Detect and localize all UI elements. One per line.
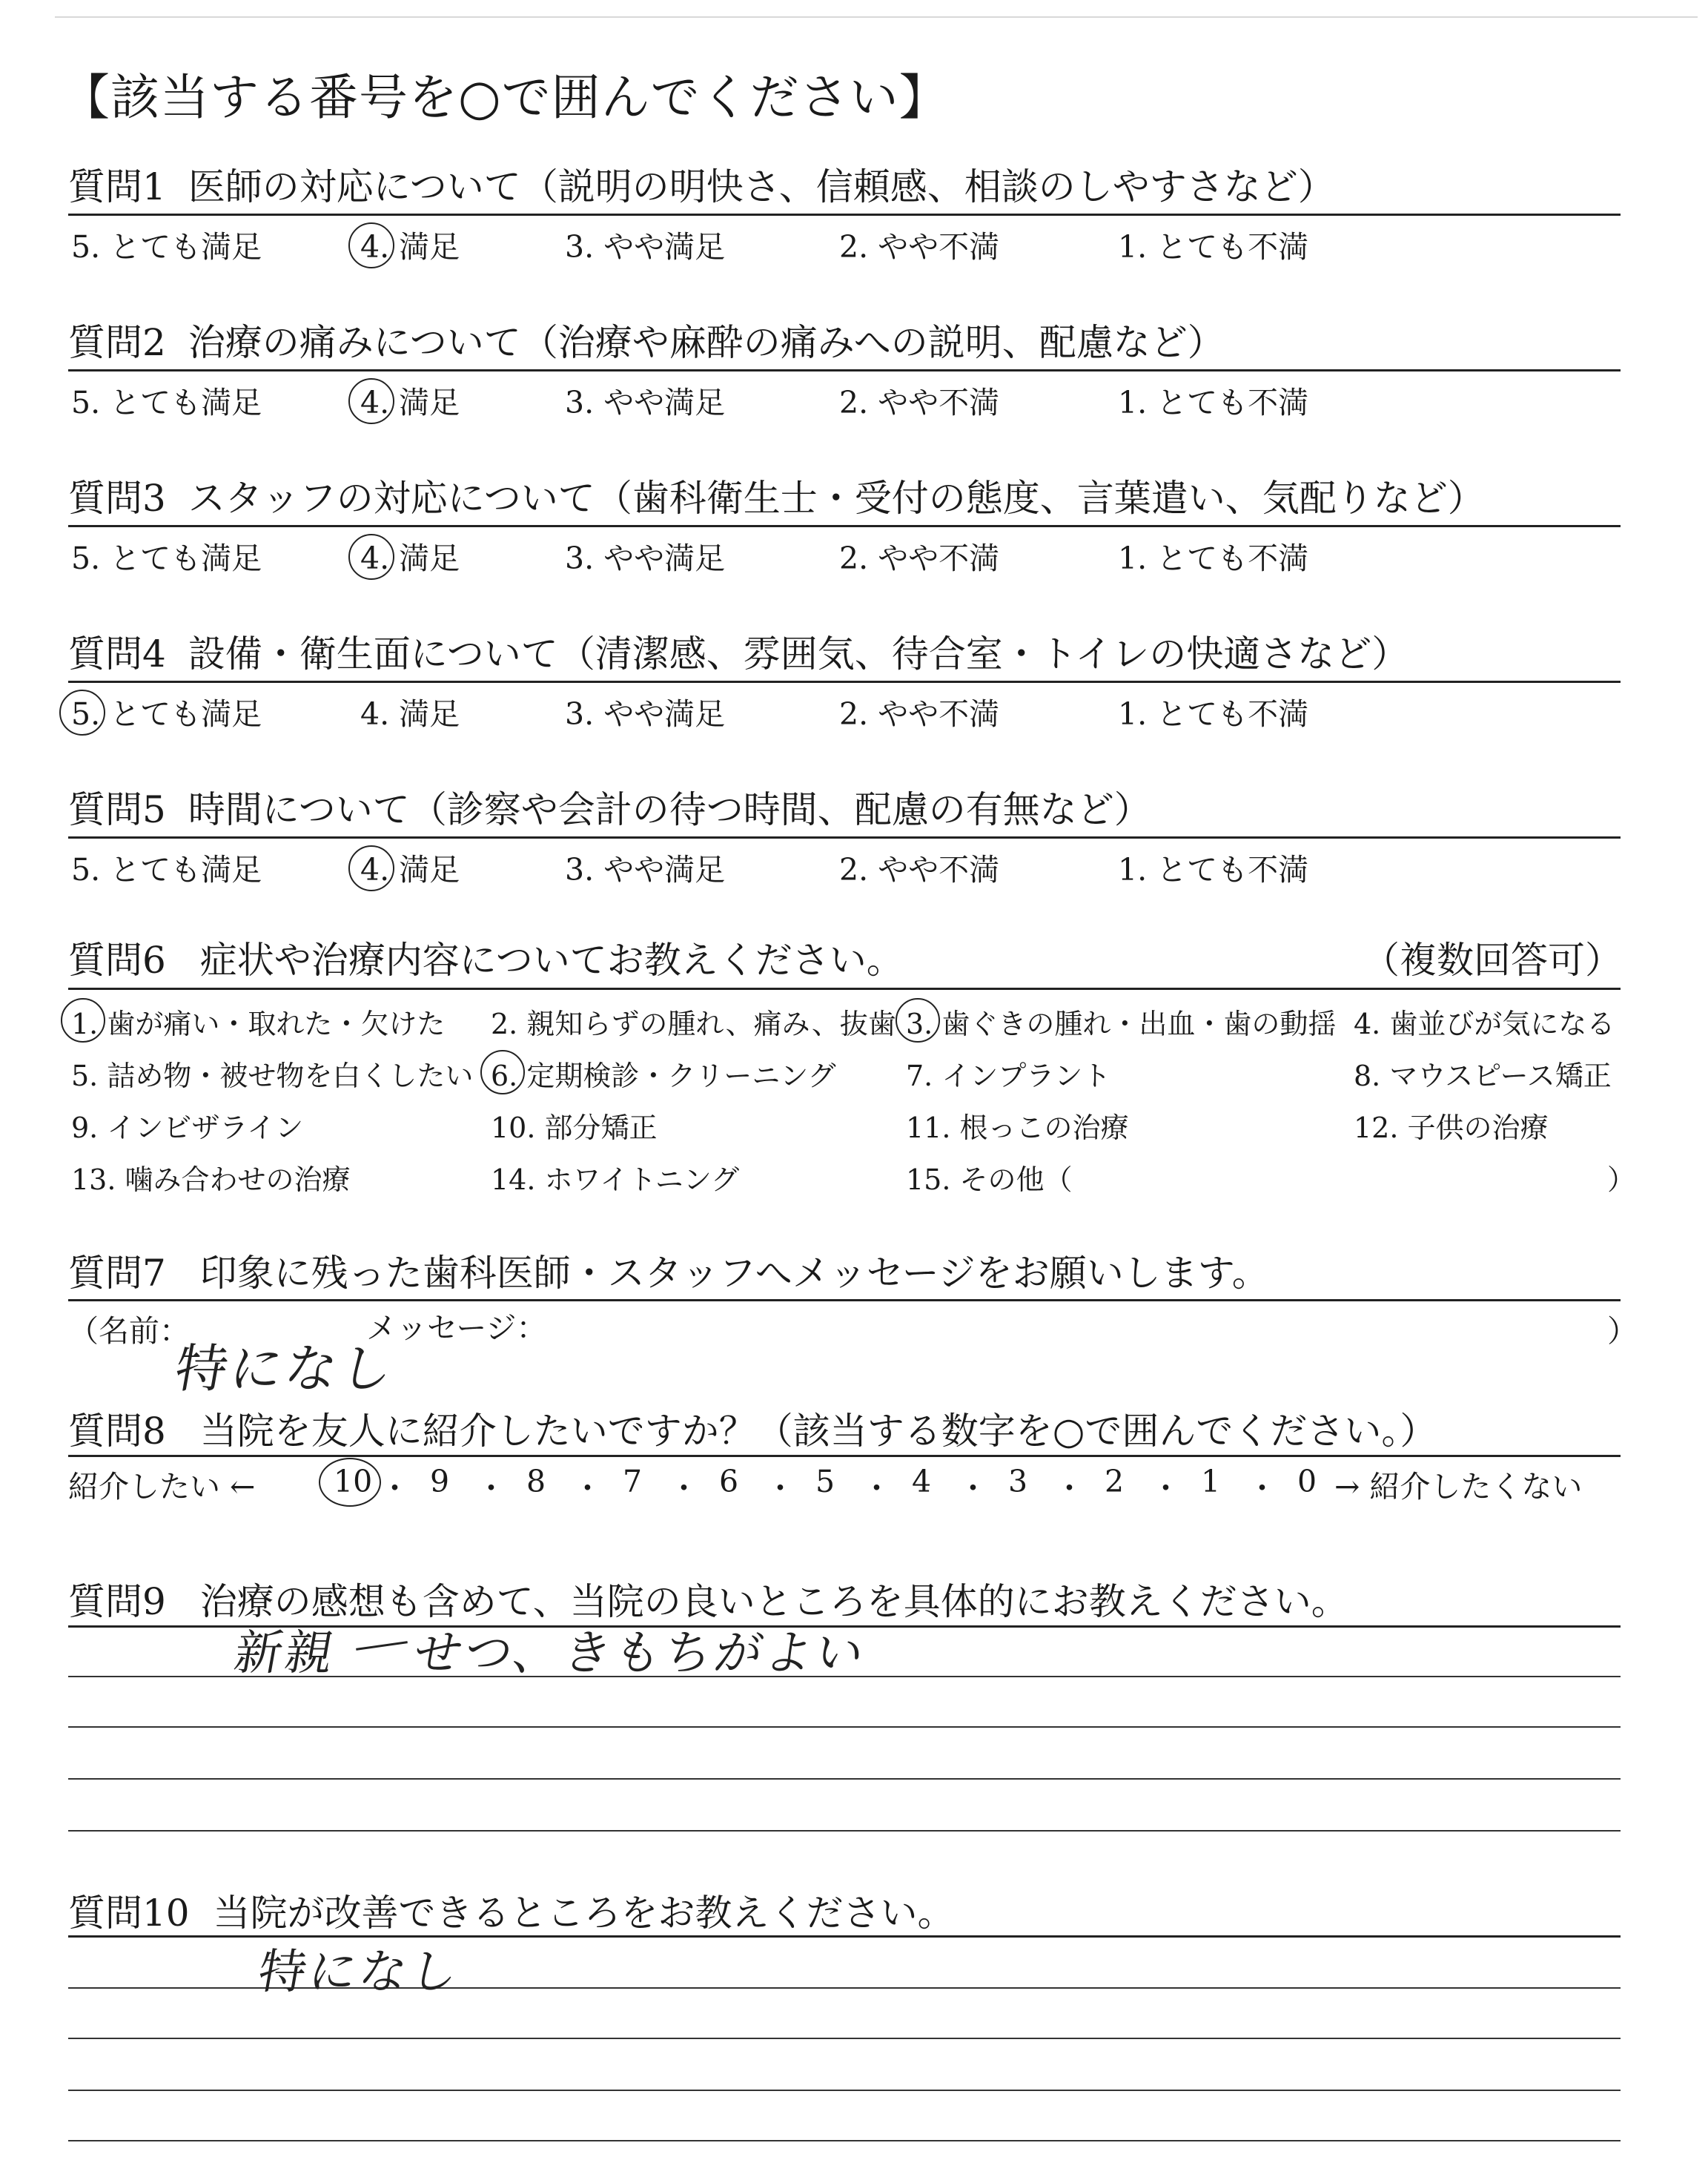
q9-handwritten-struck: 新親 [230, 1626, 341, 1681]
q2-rule [68, 369, 1621, 371]
q3-text: スタッフの対応について [188, 477, 595, 520]
q10-label: 質問10 [68, 1892, 190, 1935]
q4-option-4: 4. 満足 [360, 696, 460, 732]
q7-name-handwritten: 特になし [170, 1338, 401, 1399]
q8-separator: ・ [1247, 1470, 1277, 1506]
q4-option-1: 1. とても不満 [1118, 696, 1309, 732]
q6-selected-circle-6 [480, 1050, 525, 1094]
q3-label: 質問3 [68, 477, 166, 520]
q9-write-line-3 [68, 1778, 1621, 1780]
q2-option-5: 5. とても満足 [71, 385, 262, 420]
q6-option-13: 13. 噛み合わせの治療 [71, 1163, 351, 1196]
q1-rule [68, 214, 1621, 216]
q2-option-2: 2. やや不満 [839, 385, 1000, 420]
q6-rule [68, 988, 1621, 990]
q6-option-4: 4. 歯並びが気になる [1354, 1008, 1615, 1040]
q10-title [68, 1883, 955, 1937]
q4-option-3: 3. やや満足 [565, 696, 726, 732]
q3-title [68, 469, 1485, 522]
q3-option-5: 5. とても満足 [71, 541, 262, 576]
q7-rule [68, 1299, 1621, 1301]
q9-write-line-2 [68, 1726, 1621, 1728]
q3-selected-circle [348, 534, 394, 580]
q8-separator: ・ [958, 1470, 988, 1506]
q5-label: 質問5 [68, 788, 166, 831]
q8-selected-circle [319, 1458, 381, 1507]
q2-option-1: 1. とても不満 [1118, 385, 1309, 420]
q8-scale-8: 8 [526, 1464, 546, 1499]
q6-option-11: 11. 根っこの治療 [906, 1112, 1129, 1144]
q3-paren: （歯科衛生士・受付の態度、言葉遣い、気配りなど） [595, 477, 1485, 520]
q8-scale-10: 10 [334, 1464, 373, 1499]
q6-option-2: 2. 親知らずの腫れ、痛み、抜歯 [491, 1008, 896, 1040]
q1-option-5: 5. とても満足 [71, 229, 262, 265]
top-edge-line [55, 16, 1698, 18]
q2-label: 質問2 [68, 321, 166, 364]
q1-paren: （説明の明快さ、信頼感、相談のしやすさなど） [520, 165, 1335, 208]
q6-option-6: 6. 定期検診・クリーニング [491, 1060, 836, 1092]
q3-rule [68, 525, 1621, 527]
q9-handwritten: せつ、きもちがよい [409, 1626, 871, 1681]
q5-selected-circle [348, 845, 394, 891]
q6-selected-circle-1 [61, 998, 105, 1043]
q8-scale-2: 2 [1105, 1464, 1125, 1499]
q6-option-1: 1. 歯が痛い・取れた・欠けた [71, 1008, 446, 1040]
q6-option-7: 7. インプラント [906, 1060, 1111, 1092]
q8-separator: ・ [476, 1470, 506, 1506]
q4-paren: （清潔感、雰囲気、待合室・トイレの快適さなど） [557, 633, 1409, 676]
q10-write-line-3 [68, 2090, 1621, 2091]
q1-option-3: 3. やや満足 [565, 229, 726, 265]
q1-option-1: 1. とても不満 [1118, 229, 1309, 265]
q8-separator: ・ [669, 1470, 699, 1506]
q7-message-label: メッセージ： [366, 1310, 547, 1346]
q2-text: 治療の痛みについて [188, 321, 521, 364]
q8-separator: ・ [765, 1470, 795, 1506]
q2-selected-circle [348, 378, 394, 424]
q6-option-12: 12. 子供の治療 [1354, 1112, 1549, 1144]
q6-option-15: 15. その他（ [906, 1163, 1073, 1196]
q1-selected-circle [348, 222, 394, 268]
q6-option-10: 10. 部分矯正 [491, 1112, 658, 1144]
q3-option-3: 3. やや満足 [565, 541, 726, 576]
q8-separator: ・ [572, 1470, 603, 1506]
q8-left-label: 紹介したい ← [68, 1469, 256, 1505]
q4-title [68, 624, 1409, 678]
q6-note: （複数回答可） [1363, 939, 1622, 982]
q4-rule [68, 681, 1621, 683]
q8-text: 当院を友人に紹介したいですか？ [199, 1410, 756, 1453]
q1-text: 医師の対応について [188, 165, 521, 208]
q4-option-2: 2. やや不満 [839, 696, 1000, 732]
q8-paren: （該当する数字を○で囲んでください。） [755, 1410, 1437, 1453]
q7-name-label: （名前： [68, 1313, 190, 1349]
form-title: 【該当する番号を○で囲んでください】 [61, 69, 949, 126]
q8-scale-5: 5 [815, 1464, 835, 1499]
q4-option-5: 5. とても満足 [71, 696, 262, 732]
q6-selected-circle-3 [896, 998, 940, 1043]
q8-separator: ・ [1054, 1470, 1085, 1506]
q8-scale-1: 1 [1201, 1464, 1221, 1499]
q3-option-2: 2. やや不満 [839, 541, 1000, 576]
q1-title [68, 157, 1335, 211]
q8-separator: ・ [380, 1470, 410, 1506]
q10-handwritten: 特になし [254, 1945, 466, 2000]
strike-through-mark [356, 1641, 408, 1651]
q10-write-line-2 [68, 2038, 1621, 2039]
q5-text: 時間について [188, 788, 410, 831]
q10-write-line-4 [68, 2140, 1621, 2141]
q5-option-1: 1. とても不満 [1118, 852, 1309, 888]
q10-text: 当院が改善できるところをお教えください。 [213, 1892, 955, 1935]
q1-option-2: 2. やや不満 [839, 229, 1000, 265]
q2-option-4: 4. 満足 [360, 385, 460, 420]
q8-scale-7: 7 [623, 1464, 643, 1499]
q8-rule [68, 1455, 1621, 1457]
q9-write-line-4 [68, 1830, 1621, 1832]
q6-option-3: 3. 歯ぐきの腫れ・出血・歯の動揺 [906, 1008, 1337, 1040]
q7-label: 質問7 [68, 1252, 166, 1295]
q5-paren: （診察や会計の待つ時間、配慮の有無など） [409, 788, 1151, 831]
q5-rule [68, 836, 1621, 839]
q7-text: 印象に残った歯科医師・スタッフへメッセージをお願いします。 [199, 1252, 1269, 1295]
q5-option-5: 5. とても満足 [71, 852, 262, 888]
q8-label: 質問8 [68, 1410, 166, 1453]
q6-option-5: 5. 詰め物・被せ物を白くしたい [71, 1060, 474, 1092]
q6-title [68, 931, 904, 984]
q5-option-3: 3. やや満足 [565, 852, 726, 888]
q7-close: ） [1607, 1313, 1638, 1349]
q8-separator: ・ [861, 1470, 892, 1506]
q6-option-14: 14. ホワイトニング [491, 1163, 740, 1196]
q5-title [68, 780, 1151, 833]
q1-option-4: 4. 満足 [360, 229, 460, 265]
q9-text: 治療の感想も含めて、当院の良いところを具体的にお教えください。 [199, 1580, 1348, 1623]
q6-label: 質問6 [68, 939, 166, 982]
q4-selected-circle [59, 690, 105, 736]
q6-other-close: ） [1607, 1163, 1636, 1196]
q8-scale-0: 0 [1297, 1464, 1317, 1499]
q8-scale-3: 3 [1008, 1464, 1028, 1499]
q6-option-8: 8. マウスピース矯正 [1354, 1060, 1612, 1092]
q3-option-4: 4. 満足 [360, 541, 460, 576]
q5-option-2: 2. やや不満 [839, 852, 1000, 888]
q1-label: 質問1 [68, 165, 166, 208]
q5-option-4: 4. 満足 [360, 852, 460, 888]
q8-right-label: → 紹介したくない [1334, 1469, 1583, 1505]
q4-text: 設備・衛生面について [188, 633, 558, 676]
q2-paren: （治療や麻酔の痛みへの説明、配慮など） [520, 321, 1225, 364]
q8-scale-4: 4 [912, 1464, 932, 1499]
q4-label: 質問4 [68, 633, 166, 676]
q6-text: 症状や治療内容についてお教えください。 [199, 939, 904, 982]
q9-label: 質問9 [68, 1580, 166, 1623]
q8-scale-6: 6 [719, 1464, 739, 1499]
q8-scale-9: 9 [430, 1464, 450, 1499]
q8-title [68, 1401, 1437, 1455]
q8-separator: ・ [1151, 1470, 1181, 1506]
q7-title [68, 1244, 1269, 1297]
q6-option-9: 9. インビザライン [71, 1112, 304, 1144]
q3-option-1: 1. とても不満 [1118, 541, 1309, 576]
q2-title [68, 313, 1225, 366]
q2-option-3: 3. やや満足 [565, 385, 726, 420]
